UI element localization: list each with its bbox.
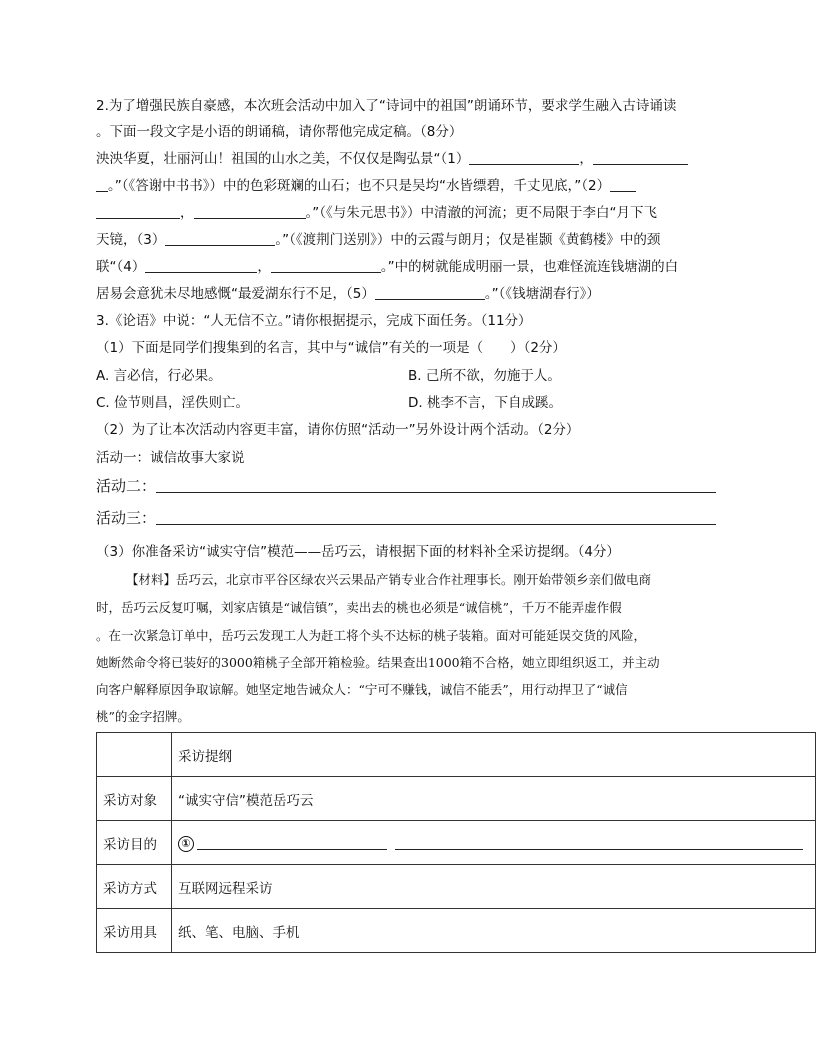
table-header: 采访提纲 xyxy=(172,733,816,777)
option-d[interactable]: D. 桃李不言，下自成蹊。 xyxy=(408,395,562,411)
poem-text: ， xyxy=(579,151,593,167)
poem-text: 居易会意犹未尽地感慨“最爱湖东行不足，（5） xyxy=(96,286,375,302)
purpose-blank-2[interactable] xyxy=(395,834,803,850)
circled-one-marker: ① xyxy=(178,836,194,852)
option-b[interactable]: B. 己所不欲，勿施于人。 xyxy=(408,368,561,384)
row-value: 纸、笔、电脑、手机 xyxy=(172,909,816,953)
material-line: 【材料】岳巧云，北京市平谷区绿农兴云果品产销专业合作社理事长。刚开始带领乡亲们做电商 xyxy=(126,572,652,587)
activity-3-blank[interactable] xyxy=(156,509,716,525)
answer-blank-1b[interactable] xyxy=(593,149,688,165)
row-label: 采访方式 xyxy=(97,865,172,909)
answer-blank-1[interactable] xyxy=(469,149,579,165)
activity-1: 活动一：诚信故事大家说 xyxy=(96,450,245,466)
poem-text: 泱泱华夏，壮丽河山！祖国的山水之美，不仅仅是陶弘景“（1） xyxy=(96,151,470,167)
poem-text: 天镜，（3） xyxy=(96,232,166,248)
option-a[interactable]: A. 言必信，行必果。 xyxy=(96,368,222,384)
table-cell-empty xyxy=(97,733,172,777)
q3-sub2: （2）为了让本次活动内容更丰富，请你仿照“活动一”另外设计两个活动。（2分） xyxy=(96,422,580,438)
row-value-purpose xyxy=(172,821,816,865)
table-row xyxy=(97,733,816,777)
option-c[interactable]: C. 俭节则昌，淫佚则亡。 xyxy=(96,395,250,411)
poem-line-5 xyxy=(96,257,678,277)
activity-2-row xyxy=(96,476,716,496)
material-line: 她断然命令将已装好的3000箱桃子全部开箱检验。结果查出1000箱不合格，她立即组织返工，并主动 xyxy=(96,655,660,670)
material-line: 向客户解释原因争取谅解。她坚定地告诫众人：“宁可不赚钱，诚信不能丢”，用行动捍卫了“诚信 xyxy=(96,682,628,697)
poem-line-3 xyxy=(96,203,657,223)
q2-line-1: 2.为了增强民族自豪感，本次班会活动中加入了“诗词中的祖国”朗诵环节，要求学生融入古诗诵读 xyxy=(96,98,677,114)
poem-line-2 xyxy=(96,176,636,196)
poem-text: 。”（《渡荆门送别》）中的云霞与朗月；仅是崔颢《黄鹤楼》中的颈 xyxy=(275,232,661,248)
table-row xyxy=(97,821,816,865)
poem-line-6 xyxy=(96,284,600,304)
answer-blank-1c[interactable] xyxy=(96,176,108,192)
poem-line-4 xyxy=(96,230,660,250)
activity-2-label: 活动二： xyxy=(96,477,157,495)
material-line: 时，岳巧云反复叮嘱，刘家店镇是“诚信镇”，卖出去的桃也必须是“诚信桃”，千万不能弄虚作假 xyxy=(96,600,622,615)
material-line: 。在一次紧急订单中，岳巧云发现工人为赶工将个头不达标的桃子装箱。面对可能延误交货的风险， xyxy=(96,628,647,643)
answer-blank-2[interactable] xyxy=(610,176,636,192)
poem-text: 。”（《答谢中书书》）中的色彩斑斓的山石；也不只是吴均“水皆缥碧，千丈见底，”（2） xyxy=(108,178,611,194)
table-row xyxy=(97,777,816,821)
q3-sub3: （3）你准备采访“诚实守信”模范——岳巧云，请根据下面的材料补全采访提纲。（4分） xyxy=(96,544,620,560)
poem-text: ， xyxy=(257,259,271,275)
answer-blank-4b[interactable] xyxy=(271,257,381,273)
answer-blank-2b[interactable] xyxy=(96,203,180,219)
activity-3-row xyxy=(96,508,716,528)
row-label: 采访目的 xyxy=(97,821,172,865)
activity-3-label: 活动三： xyxy=(96,509,157,527)
interview-outline-table xyxy=(96,732,816,953)
answer-blank-5[interactable] xyxy=(375,284,485,300)
activity-2-blank[interactable] xyxy=(156,477,716,493)
material-line: 桃”的金字招牌。 xyxy=(96,709,190,724)
answer-blank-2c[interactable] xyxy=(194,203,306,219)
answer-blank-4[interactable] xyxy=(145,257,257,273)
table-row xyxy=(97,865,816,909)
row-value: “诚实守信”模范岳巧云 xyxy=(172,777,816,821)
row-label: 采访用具 xyxy=(97,909,172,953)
table-row xyxy=(97,909,816,953)
poem-text: 联“（4） xyxy=(96,259,146,275)
row-value: 互联网远程采访 xyxy=(172,865,816,909)
q3-title: 3.《论语》中说：“人无信不立。”请你根据提示，完成下面任务。（11分） xyxy=(96,313,532,329)
poem-text: ， xyxy=(180,205,194,221)
row-label: 采访对象 xyxy=(97,777,172,821)
poem-text: 。”中的树就能成明丽一景，也难怪流连钱塘湖的白 xyxy=(380,259,679,275)
purpose-blank-1[interactable] xyxy=(197,834,387,850)
answer-blank-3[interactable] xyxy=(165,230,275,246)
q2-line-2: 。下面一段文字是小语的朗诵稿，请你帮他完成定稿。（8分） xyxy=(96,124,463,140)
poem-text: 。”（《与朱元思书》）中清澈的河流；更不局限于李白“月下飞 xyxy=(305,205,657,221)
poem-text: 。”（《钱塘湖春行》） xyxy=(484,286,600,302)
q3-sub1: （1）下面是同学们搜集到的名言，其中与“诚信”有关的一项是（ ）（2分） xyxy=(96,340,566,356)
poem-line-1 xyxy=(96,149,688,169)
